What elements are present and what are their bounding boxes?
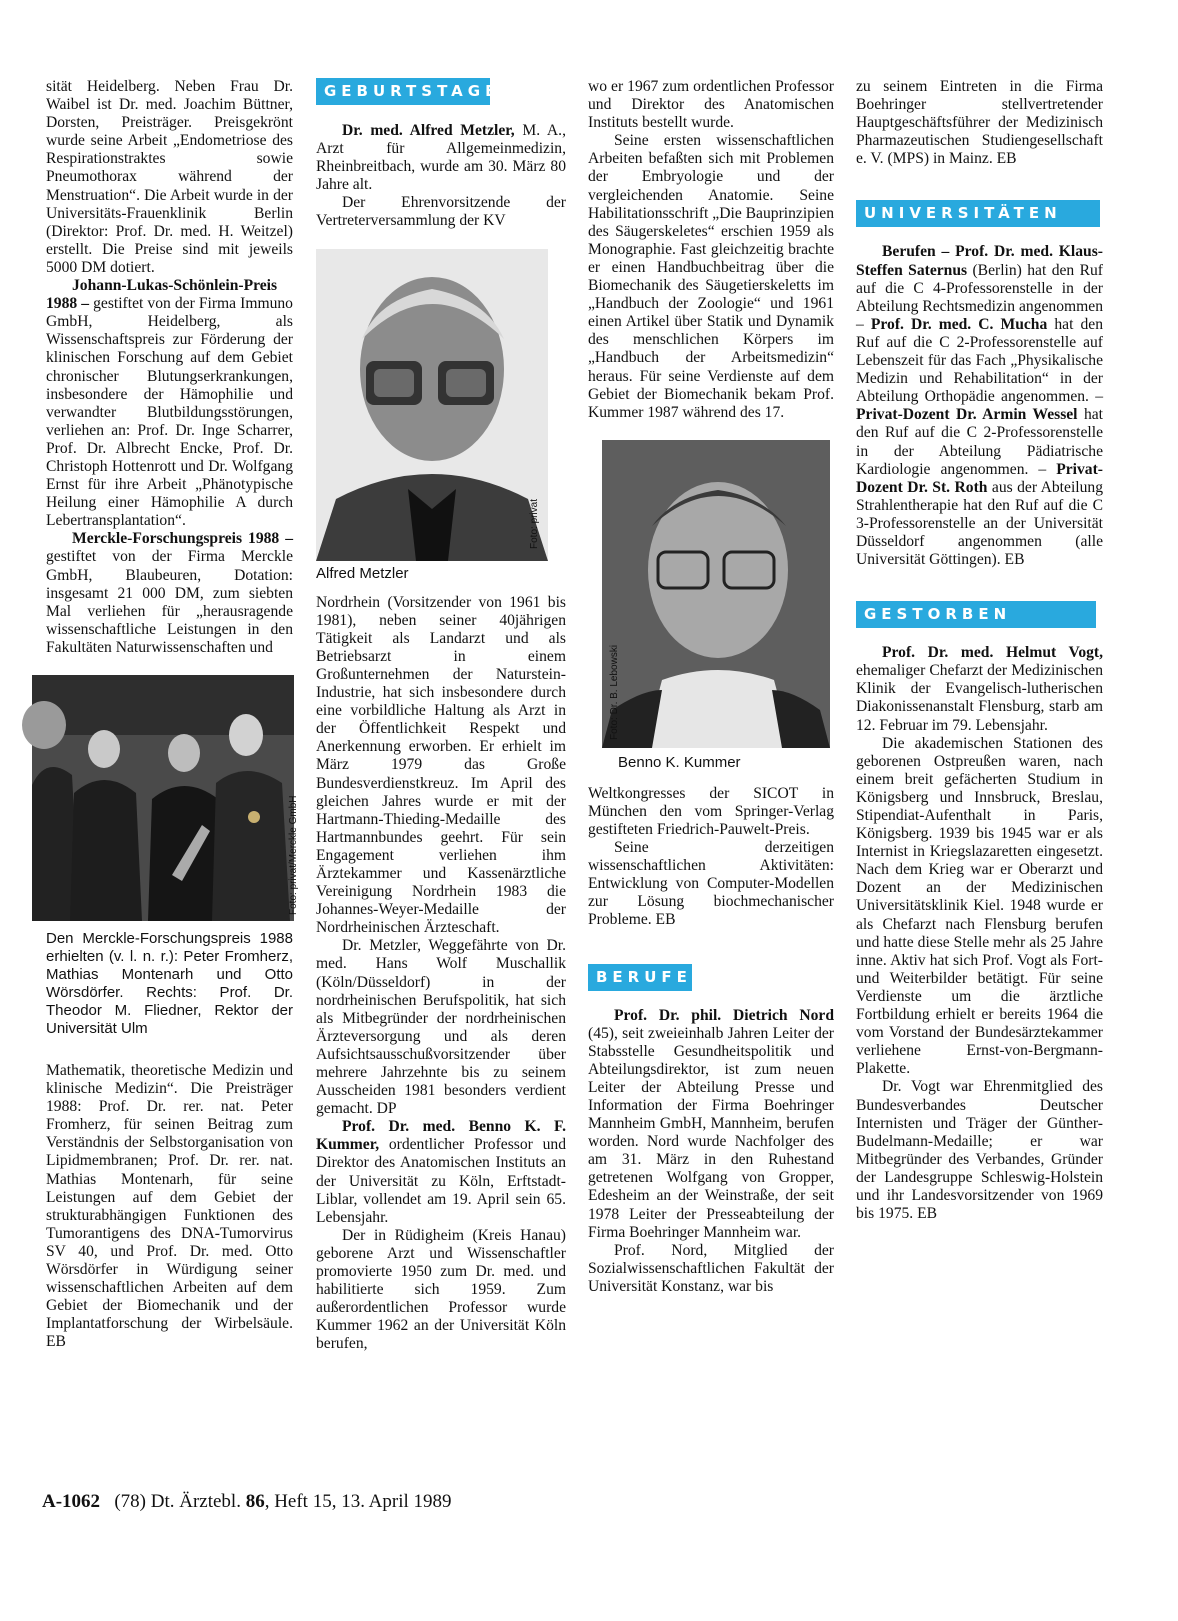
photo-credit: Foto: privat [529, 498, 540, 549]
page-footer [42, 1491, 452, 1513]
person-name: Privat-Dozent Dr. St. Roth [856, 460, 1103, 496]
col4-paragraph: Prof. Dr. med. Helmut Vogt, ehemaliger Chefarzt der Medizinischen Klinik der Evangelisch-lutherischen Diakonissenanstalt Flensburg, starb am 12. Februar im 79. Lebensjahr. [856, 644, 1103, 734]
award-photo-image [32, 675, 294, 921]
col3-paragraph: Prof. Dr. phil. Dietrich Nord (45), seit zweieinhalb Jahren Leiter der Stabsstelle Gesundheitspolitik und Abteilungsdirektor, ist zum neuen Leiter der Abteilung Presse und Information der Firma Boehringer Mannheim GmbH, Mannheim, berufen worden. Nord wurde Nachfolger des am 31. März in den Ruhestand getretenen Wolfgang von Gropper, Edesheim an der Weinstraße, der seit 1978 Leiter der Presseabteilung der Firma Boehringer Mannheim war. [588, 1006, 834, 1241]
photo-caption: Den Merckle-Forschungspreis 1988 erhielten (v. l. n. r.): Peter Fromherz, Mathias Montenarh und Otto Wörsdörfer. Rechts: Prof. Dr. Theodor M. Fliedner, Rektor der Universität Ulm [46, 930, 293, 1037]
col1-paragraph: Merckle-Forschungspreis 1988 – gestiftet von der Firma Merckle GmbH, Blaubeuren, Dotation: insgesamt 21 000 DM, zum siebten Mal verliehen für „herausragende wissenschaftliche Leistungen in den Fakultäten Naturwissenschaften und [46, 530, 293, 656]
col1-paragraph: sität Heidelberg. Neben Frau Dr. Waibel ist Dr. med. Joachim Büttner, Dorsten, Preisträger. Preisgekrönt wurde seine Arbeit „Endometriose des Respirationstraktes sowie Pneumothorax während der Menstruation“. Die Arbeit wurde in der Universitäts-Frauenklinik Berlin (Direktor: Prof. Dr. med. H. Weitzel) erstellt. Die Preise sind mit jeweils 5000 DM dotiert. [46, 78, 293, 276]
photo-caption: Benno K. Kummer [618, 753, 741, 771]
metzler-portrait [316, 249, 548, 561]
col4-paragraph: zu seinem Eintreten in die Firma Boehringer stellvertretender Hauptgeschäftsführer der Medizinisch Pharmazeutischen Studiengesellschaft e. V. (MPS) in Mainz. EB [856, 78, 1103, 168]
col1-paragraph: Mathematik, theoretische Medizin und klinische Medizin“. Die Preisträger 1988: Prof. Dr. rer. nat. Peter Fromherz, für seinen Beitrag zum Verständnis der Selbstorganisation von Lipidmembranen; Prof. Dr. rer. nat. Mathias Montenarh, für seine Leistungen auf dem Gebiet der strukturabhängigen Funktionen des Tumorantigens des DNA-Tumorvirus SV 40, und Prof. Dr. med. Otto Wörsdörfer in Würdigung seiner wissenschaftlichen Arbeiten auf dem Gebiet der Biomechanik und der Implantatforschung der Wirbelsäule. EB [46, 1062, 293, 1351]
col2-paragraph: Dr. Metzler, Weggefährte von Dr. med. Hans Wolf Muschallik (Köln/Düsseldorf) in der nordrheinischen Berufspolitik, hat sich als Mitbegründer der nordrheinischen Ärzteversorgung und als deren Aufsichtsausschußvorsitzender über mehrere Jahrzehnte bis zu seinem Ausscheiden 1981 besonders verdient gemacht. DP [316, 937, 566, 1118]
col3-paragraph: Seine ersten wissenschaftlichen Arbeiten befaßten sich mit Problemen der Embryologie und der vergleichenden Anatomie. Seine Habilitationsschrift „Die Bauprinzipien des Säugerskeletes“ erschien 1959 als Monographie. Fast gleichzeitig brachte er einen Handbuchbeitrag über die Biomechanik des Säugetierskeletts im „Handbuch der Zoologie“ und 1961 einen Artikel über Statik und Dynamik des menschlichen Körpers im „Handbuch der Arbeitsmedizin“ heraus. Für seine Verdienste auf dem Gebiet der Biomechanik bekam Prof. Kummer 1987 während des 17. [588, 132, 834, 421]
column-3 [588, 78, 834, 1296]
col2-paragraph: Der in Rüdigheim (Kreis Hanau) geborene Arzt und Wissenschaftler promovierte 1950 zum Dr. med. und habilitierte sich 1959. Zum außerordentlichen Professor wurde Kummer 1962 an der Universität Köln berufen, [316, 1226, 566, 1353]
kummer-portrait [602, 440, 830, 748]
col3-paragraph: Prof. Nord, Mitglied der Sozialwissenschaftlichen Fakultät der Universität Konstanz, war bis [588, 1241, 834, 1295]
photo-caption: Alfred Metzler [316, 564, 409, 582]
section-heading-berufen: BERUFEN [588, 964, 692, 991]
photo-credit: Foto: privat/Merckle GmbH [288, 795, 299, 915]
col3-paragraph: Seine derzeitigen wissenschaftlichen Aktivitäten: Entwicklung von Computer-Modellen zur Lösung biochmechanischer Probleme. EB [588, 839, 834, 929]
col3-paragraph: wo er 1967 zum ordentlichen Professor und Direktor des Anatomischen Instituts bestellt wurde. [588, 78, 834, 132]
col2-paragraph: Nordrhein (Vorsitzender von 1961 bis 1981), neben seiner 40jährigen Tätigkeit als Landarzt und als Betriebsarzt in einem Großunternehmen der Naturstein-Industrie, hat sich insbesondere durch eine vorbildliche Haltung als Arzt in der Öffentlichkeit Respekt und Anerkennung erworben. Er erhielt im März 1979 das Große Bundesverdienstkreuz. Im April des gleichen Jahres wurde er mit der Hartmann-Thieding-Medaille des Hartmannbundes geehrt. Für sein Engagement verliehen ihm Ärztekammer und Kassenärztliche Vereinigung Nordrhein 1983 die Johannes-Weyer-Medaille der Nordrheinischen Ärzteschaft. [316, 593, 566, 937]
col4-paragraph: Dr. Vogt war Ehrenmitglied des Bundesverbandes Deutscher Internisten und Träger der Günther-Budelmann-Medaille; er war Mitbegründer des Verbandes, Gründer der Landesgruppe Schleswig-Holstein und ihr Landesvorsitzender von 1969 bis 1975. EB [856, 1078, 1103, 1223]
footer-volume: 86 [245, 1491, 265, 1512]
col1-paragraph: Johann-Lukas-Schönlein-Preis 1988 – gestiftet von der Firma Immuno GmbH, Heidelberg, als Wissenschaftspreis zur Förderung der klinischen Forschung auf dem Gebiet chronischer Blutungserkrankungen, insbesondere der Hämophilie und verwandter Blutbildungsstörungen, verliehen an: Prof. Dr. Inge Scharrer, Prof. Dr. Albrecht Encke, Prof. Dr. Christoph Hottenrott und Dr. Wolfgang Ernst für ihre Arbeit „Phänotypische Heilung einer Hämophilie A durch Lebertransplantation“. [46, 277, 293, 530]
column-1 [46, 78, 299, 1352]
col3-paragraph: Weltkongresses der SICOT in München den vom Springer-Verlag gestifteten Friedrich-Pauwelt-Preis. [588, 784, 834, 838]
portrait-image [316, 249, 548, 561]
merckle-award-photo [32, 675, 299, 921]
person-name: Prof. Dr. med. Helmut Vogt, [882, 644, 1103, 662]
col2-paragraph: Der Ehrenvorsitzende der Vertreterversammlung der KV [316, 194, 566, 230]
person-name: Prof. Dr. med. Benno K. F. Kummer, [316, 1118, 566, 1154]
person-name: Privat-Dozent Dr. Armin Wessel [856, 406, 1078, 424]
footer-issue: , Heft 15, 13. April 1989 [264, 1491, 452, 1512]
person-name: Prof. Dr. phil. Dietrich Nord [614, 1006, 834, 1024]
col4-paragraph: Berufen – Prof. Dr. med. Klaus-Steffen Saternus (Berlin) hat den Ruf auf die C 4-Professorenstelle in der Abteilung Rechtsmedizin angenommen – Prof. Dr. med. C. Mucha hat den Ruf auf die C 2-Professorenstelle auf Lebenszeit für das Fach „Physikalische Medizin und Rehabilitation“ in der Abteilung Orthopädie angenommen. – Privat-Dozent Dr. Armin Wessel hat den Ruf auf die C 2-Professorenstelle in der Abteilung Pädiatrische Kardiologie angenommen. – Privat-Dozent Dr. St. Roth aus der Abteilung Strahlentherapie hat den Ruf auf die C 3-Professorenstelle an der Universität Düsseldorf angenommen (alle Universität Göttingen). EB [856, 243, 1104, 569]
section-heading-universitaeten: UNIVERSITÄTEN [856, 200, 1100, 227]
portrait-image [602, 440, 830, 748]
col4-paragraph: Die akademischen Stationen des geborenen Ostpreußen waren, nach einem breit gefächerten Studium in Königsberg und Innsbruck, Breslau, Stipendiat-Aufenthalt in Paris, Königsberg. 1939 bis 1945 war er als Internist in Kriegslazaretten eingesetzt. Nach dem Krieg war er Oberarzt und Dozent an der Medizinischen Universitätsklinik Kiel. 1948 wurde er als Chefarzt nach Flensburg berufen und hatte diese Stelle mehr als 25 Jahre inne. Aktiv hat sich Prof. Vogt als Fort- und Weiterbilder betätigt. Für seine Verdienste um die ärztliche Fortbildung erhielt er bereits 1964 die vom Vorstand der Bundesärztekammer verliehene Ernst-von-Bergmann-Plakette. [856, 734, 1103, 1078]
section-heading-geburtstage: GEBURTSTAGE [316, 78, 490, 105]
page-number: A-1062 [42, 1491, 101, 1512]
col2-paragraph: Prof. Dr. med. Benno K. F. Kummer, ordentlicher Professor und Direktor des Anatomischen Instituts an der Universität zu Köln, Erftstadt-Liblar, vollendet am 19. April sein 65. Lebensjahr. [316, 1118, 566, 1226]
award-title: Merckle-Forschungspreis 1988 – [72, 530, 293, 548]
col2-paragraph: Dr. med. Alfred Metzler, M. A., Arzt für Allgemeinmedizin, Rheinbreitbach, wurde am 30. März 80 Jahre alt. [316, 122, 566, 194]
section-heading-gestorben: GESTORBEN [856, 601, 1096, 628]
person-name: Prof. Dr. med. C. Mucha [863, 315, 1048, 333]
column-4 [856, 78, 1103, 1223]
column-2 [316, 78, 566, 1354]
person-name: Berufen – Prof. Dr. med. Klaus-Steffen Saternus [856, 243, 1103, 279]
photo-credit: Foto: Dr. B. Lebowski [609, 644, 620, 740]
footer-journal: (78) Dt. Ärztebl. [114, 1491, 241, 1512]
award-title: Johann-Lukas-Schönlein-Preis 1988 – [46, 277, 278, 313]
person-name: Dr. med. Alfred Metzler, [342, 122, 515, 139]
